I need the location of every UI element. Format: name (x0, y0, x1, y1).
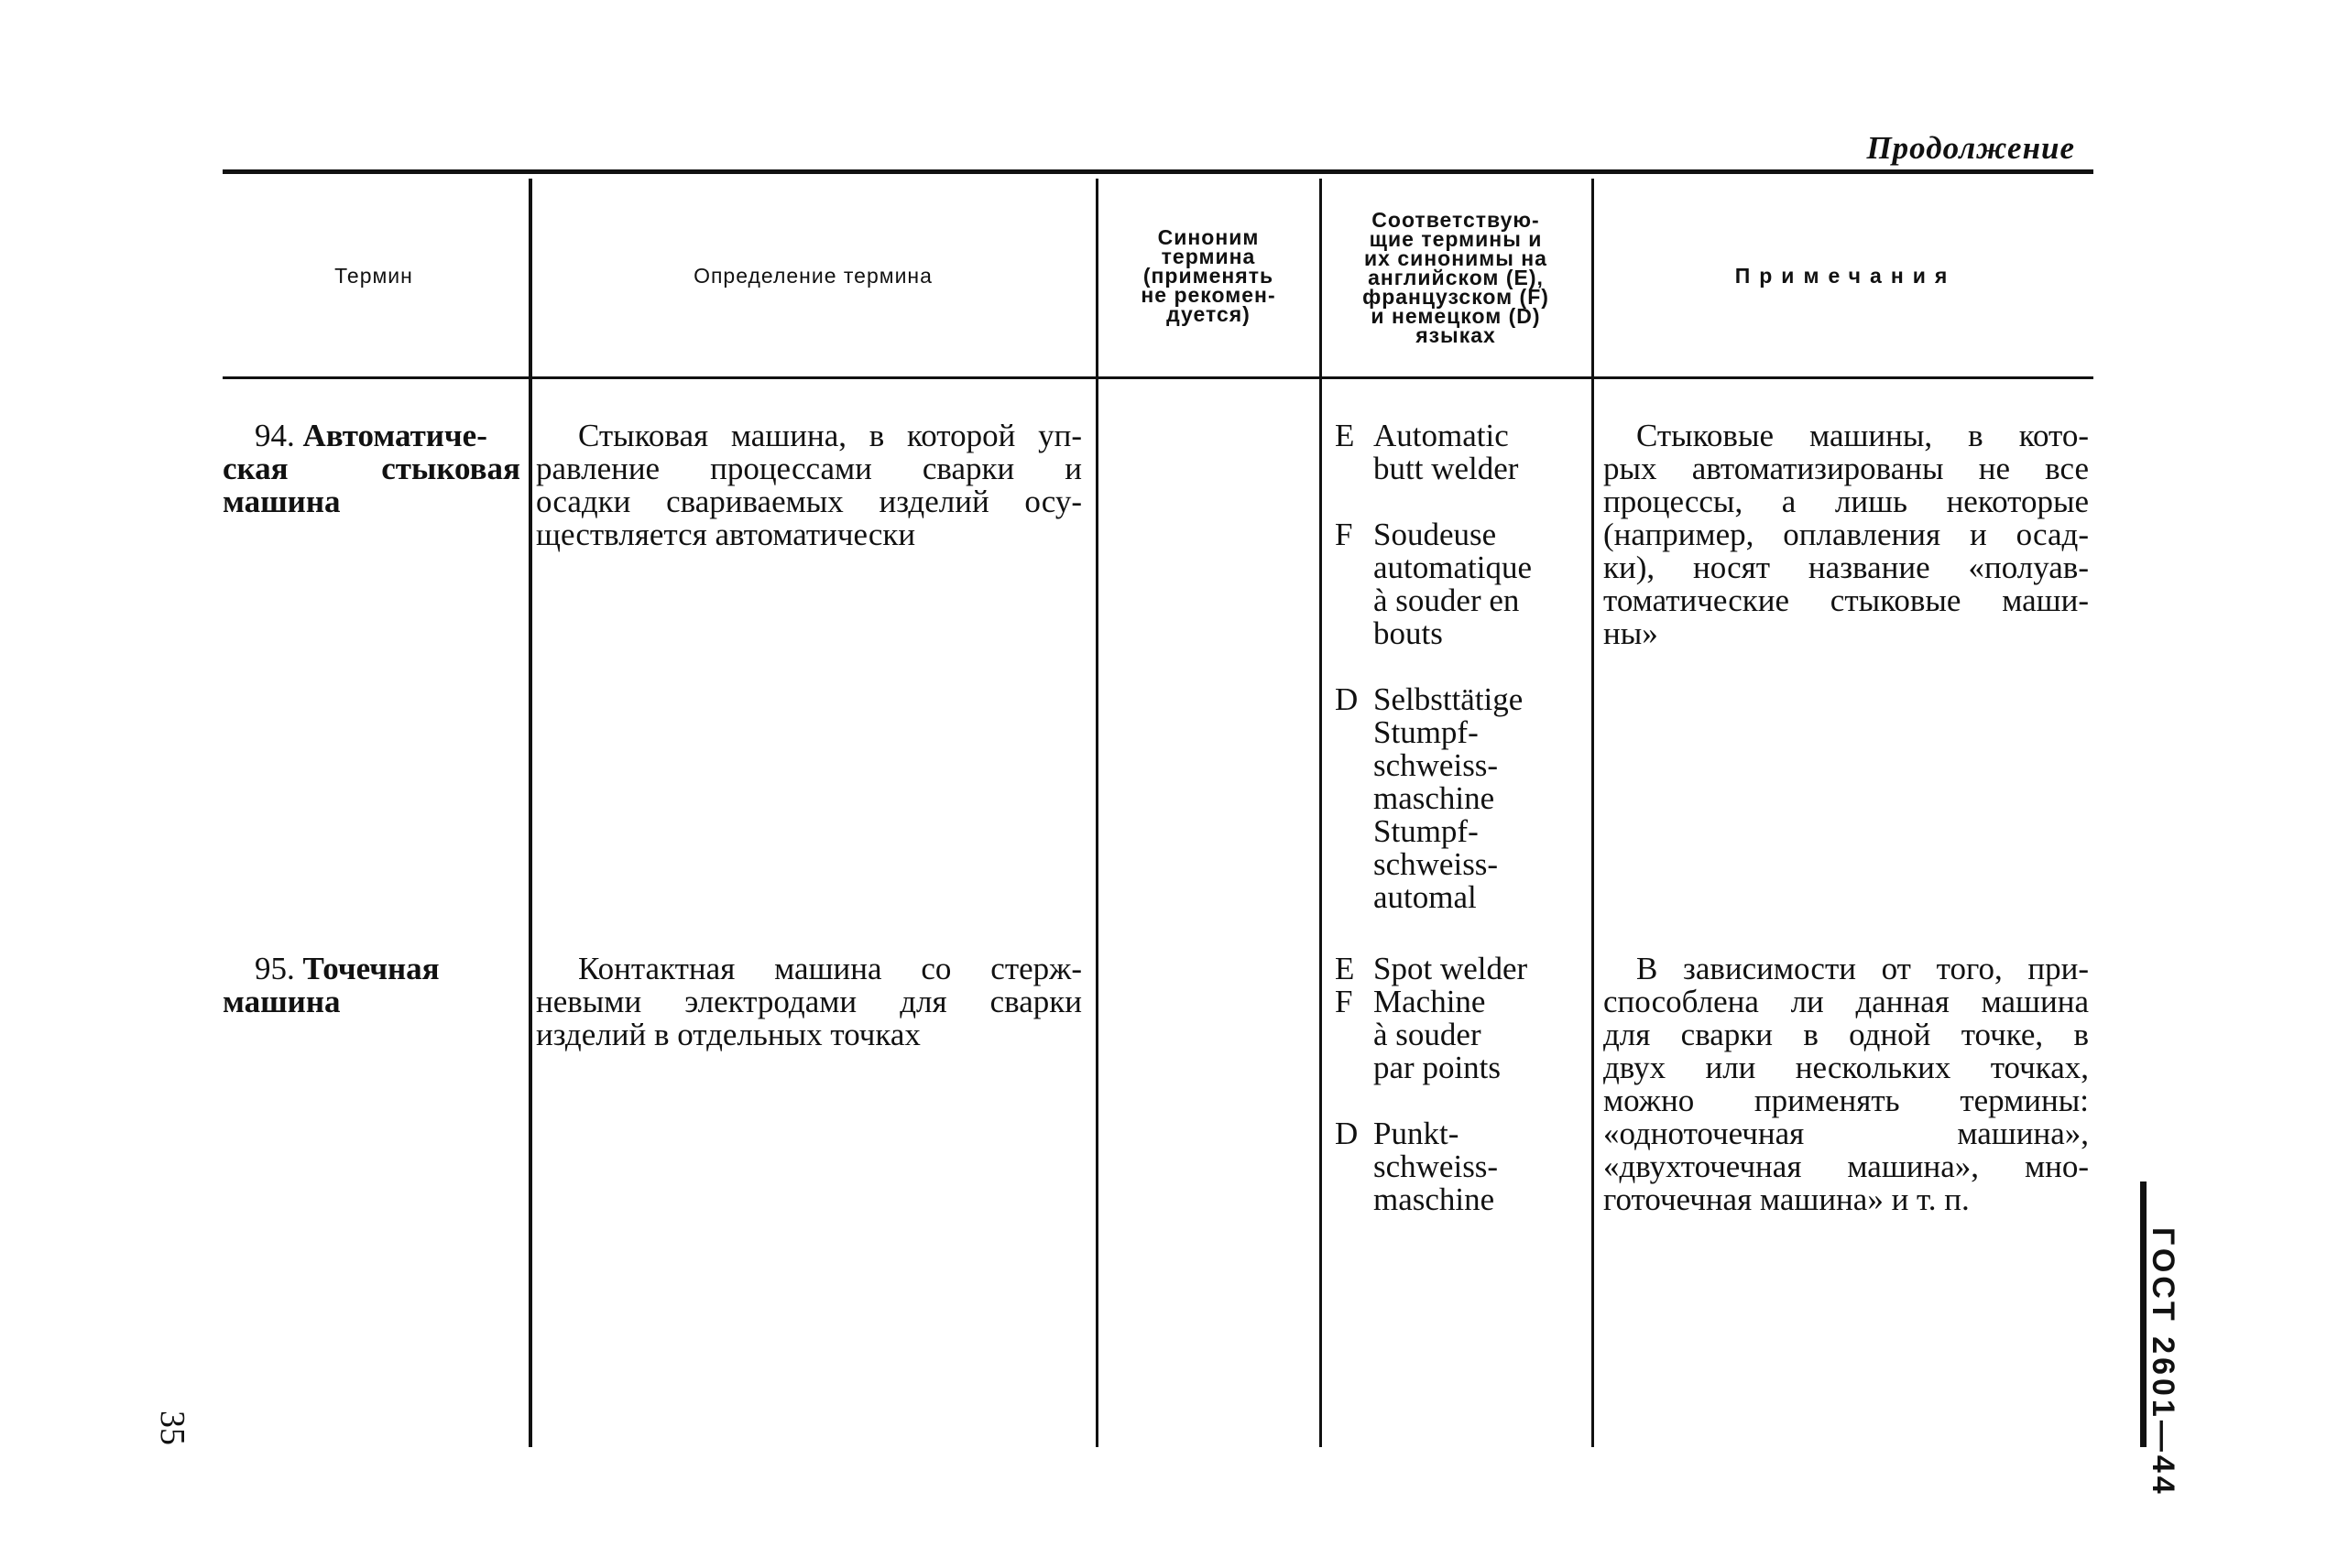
column-divider-4 (1591, 179, 1594, 1447)
foreign-terms-94: E Automatic butt welder F Soudeuse automatique à souder en bouts D Selbsttätige Stumpf- schweiss- maschine Stumpf- schweiss- automal (1335, 419, 1591, 914)
term-94: 94. Автоматиче- ская стыковая машина (223, 418, 520, 519)
foreign-term-f: F Soudeuse (1335, 517, 1497, 552)
page-number: 35 (153, 1410, 191, 1445)
header-foreign-terms: Соответствую- щие термины и их синонимы на английском (E), французском (F) и немецком (D) языках (1362, 207, 1549, 347)
table-top-rule (223, 169, 2093, 174)
foreign-term-e: E Spot welder (1335, 951, 1528, 986)
term-95: 95. Точечная машина (223, 951, 440, 1019)
foreign-term-f: F Machine (1335, 984, 1486, 1019)
header-synonym: Синоним термина (применять не рекомен- дуется) (1141, 224, 1276, 326)
continuation-label: Продолжение (1866, 130, 2075, 166)
foreign-terms-95: E Spot welder F Machine à souder par points D Punkt- schweiss- maschine (1335, 953, 1591, 1216)
column-divider-2 (1096, 179, 1098, 1447)
gost-standard-label: ГОСТ 2601—44 (2146, 1227, 2180, 1497)
column-divider-3 (1319, 179, 1322, 1447)
header-term: Термин (334, 263, 413, 288)
foreign-term-d: D Punkt- (1335, 1116, 1459, 1151)
foreign-term-d: D Selbsttätige (1335, 681, 1524, 717)
notes-94: Стыковые машины, в кото- рых автоматизированы не все процессы, а лишь некоторые (например, оплавления и осад- ки), носят название «полуав- томатические стыковые маши- ны» (1603, 418, 2089, 651)
definition-94: Стыковая машина, в которой уп- равление процессами сварки и осадки свариваемых изделий осу- ществляется автоматически (536, 418, 1082, 552)
definition-95: Контактная машина со стерж- невыми электродами для сварки изделий в отдельных точках (536, 951, 1082, 1052)
header-notes: Примечания (1734, 263, 1957, 288)
header-definition: Определение термина (694, 263, 933, 288)
header-bottom-rule (223, 376, 2093, 379)
column-divider-1 (529, 179, 532, 1447)
notes-95: В зависимости от того, при- способлена ли данная машина для сварки в одной точке, в двух или нескольких точках, можно применять термины: «одноточечная машина», «двухточечная машина», мно- готочечная машина» и т. п. (1603, 951, 2089, 1217)
foreign-term-e: E Automatic (1335, 418, 1509, 453)
